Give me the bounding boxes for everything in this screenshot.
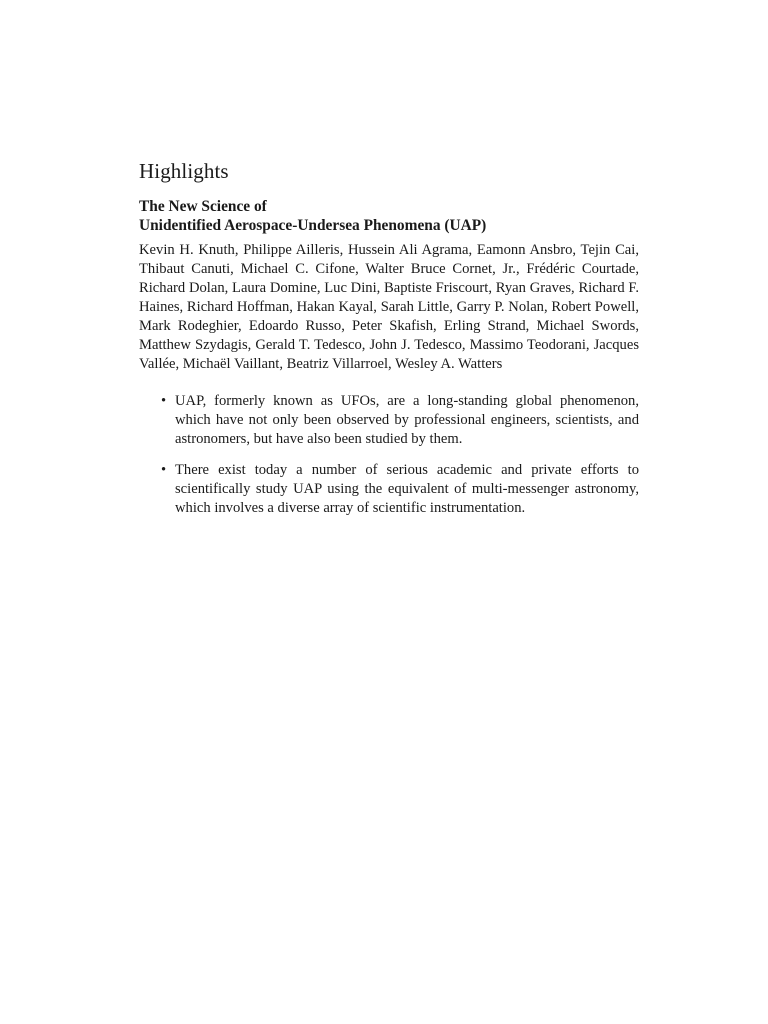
highlight-item bbox=[139, 461, 639, 518]
highlights-page bbox=[139, 157, 639, 530]
highlight-text: There exist today a number of serious academic and private efforts to scientifically study UAP using the equivalent of multi-messenger astronomy, which involves a diverse array of scientific instrumentation. bbox=[175, 462, 639, 516]
paper-title bbox=[139, 197, 639, 235]
paper-title-line-2: Unidentified Aerospace-Undersea Phenomena (UAP) bbox=[139, 217, 487, 234]
section-heading: Highlights bbox=[139, 159, 229, 183]
highlight-item bbox=[139, 392, 639, 449]
bullet-icon: • bbox=[161, 393, 167, 409]
bullet-icon: • bbox=[161, 462, 167, 478]
highlights-list bbox=[139, 392, 639, 518]
paper-title-line-1: The New Science of bbox=[139, 198, 267, 215]
author-list: Kevin H. Knuth, Philippe Ailleris, Hussein Ali Agrama, Eamonn Ansbro, Tejin Cai, Thibaut Canuti, Michael C. Cifone, Walter Bruce Cornet, Jr., Frédéric Courtade, Richard Dolan, Laura Domine, Luc Dini, Baptiste Friscourt, Ryan Graves, Richard F. Haines, Richard Hoffman, Hakan Kayal, Sarah Little, Garry P. Nolan, Robert Powell, Mark Rodeghier, Edoardo Russo, Peter Skafish, Erling Strand, Michael Swords, Matthew Szydagis, Gerald T. Tedesco, John J. Tedesco, Massimo Teodorani, Jacques Vallée, Michaël Vaillant, Beatriz Villarroel, Wesley A. Watters bbox=[139, 242, 639, 372]
highlight-text: UAP, formerly known as UFOs, are a long-standing global phenomenon, which have not only been observed by professional engineers, scientists, and astronomers, but have also been studied by them. bbox=[175, 393, 639, 447]
